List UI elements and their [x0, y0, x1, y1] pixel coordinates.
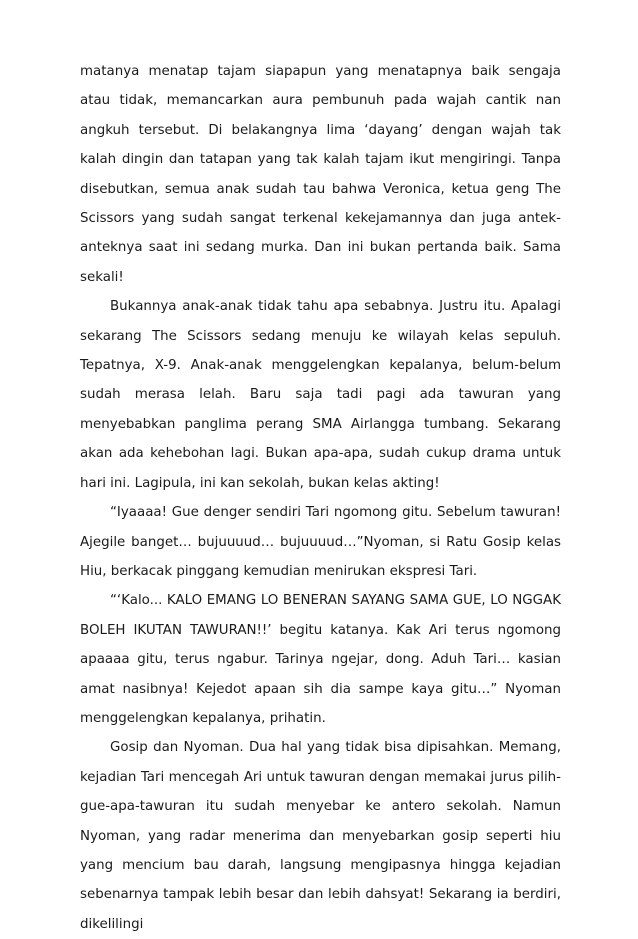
- paragraph-2: Bukannya anak-anak tidak tahu apa sebabnya. Justru itu. Apalagi sekarang The Scissors sedang menuju ke wilayah kelas sepuluh. Tepatnya, X-9. Anak-anak menggelengkan kepalanya, belum-belum sudah merasa lelah. Baru saja tadi pagi ada tawuran yang menyebabkan panglima perang SMA Airlangga tumbang. Sekarang akan ada kehebohan lagi. Bukan apa-apa, sudah cukup drama untuk hari ini. Lagipula, ini kan sekolah, bukan kelas akting!: [80, 299, 561, 491]
- paragraph-3: “Iyaaaa! Gue denger sendiri Tari ngomong gitu. Sebelum tawuran! Ajegile banget… bujuuuud… bujuuuud…”Nyoman, si Ratu Gosip kelas Hiu, berkacak pinggang kemudian menirukan ekspresi Tari.: [80, 505, 561, 579]
- body-text: [80, 57, 561, 939]
- paragraph-1: matanya menatap tajam siapapun yang menatapnya baik sengaja atau tidak, memancarkan aura pembunuh pada wajah cantik nan angkuh tersebut. Di belakangnya lima ‘dayang’ dengan wajah tak kalah dingin dan tatapan yang tak kalah tajam ikut mengiringi. Tanpa disebutkan, semua anak sudah tau bahwa Veronica, ketua geng The Scissors yang sudah sangat terkenal kekejamannya dan juga antek-anteknya saat ini sedang murka. Dan ini bukan pertanda baik. Sama sekali!: [80, 64, 561, 285]
- paragraph-4: “‘Kalo... KALO EMANG LO BENERAN SAYANG SAMA GUE, LO NGGAK BOLEH IKUTAN TAWURAN!!’ begitu katanya. Kak Ari terus ngomong apaaaa gitu, terus ngabur. Tarinya ngejar, dong. Aduh Tari… kasian amat nasibnya! Kejedot apaan sih dia sampe kaya gitu…” Nyoman menggelengkan kepalanya, prihatin.: [80, 593, 561, 726]
- paragraph-5: Gosip dan Nyoman. Dua hal yang tidak bisa dipisahkan. Memang, kejadian Tari mencegah Ari untuk tawuran dengan memakai jurus pilih-gue-apa-tawuran itu sudah menyebar ke antero sekolah. Namun Nyoman, yang radar menerima dan menyebarkan gosip seperti hiu yang mencium bau darah, langsung mengipasnya hingga kejadian sebenarnya tampak lebih besar dan lebih dahsyat! Sekarang ia berdiri, dikelilingi: [80, 740, 561, 932]
